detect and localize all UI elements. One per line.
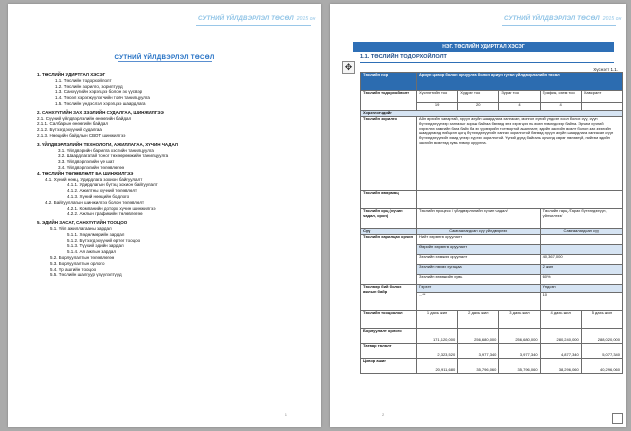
row-label: Цэвэр ашиг	[361, 359, 417, 374]
table-row	[361, 359, 623, 374]
toc-entry-text: 5.1.3. Түүхий эдийн зардал	[67, 243, 124, 249]
page-header-title: СУТНИЙ ҮЙЛДВЭРЛЭЛ ТӨСӨЛ	[198, 15, 294, 22]
row-label: Төслийн өвөрмөц	[361, 191, 417, 209]
table-cell	[540, 245, 622, 255]
money-value: 40,296,060	[581, 359, 622, 374]
row-label: Төслийн харилцах орчин	[361, 235, 417, 285]
row-label: Борлуулалт орлого	[361, 329, 417, 344]
page-header	[198, 15, 315, 22]
page-header-year: 2015 он	[602, 16, 622, 22]
toc-entry-text: 5.1.1. Хөдөлмөрийн зардал	[67, 231, 125, 237]
project-goal-text: Айл өрхийн чанартай, эрүүл ахуйн шаардлага хангасан, монгол хүний үндсэн хоол болох сүү, сүүн бүтээгдэхүүнээр хангахыг зорьж байгаа бөгөөд энэ хэрэгцээ нь өсөн нэмэгдсээр байна. Эрчим хүчний хэрэглээ хамгийн бага байх ба эх үүсвэрийн тогтвортой ашиглалт, эдийн засгийн өсөлт болон зах зээлийн шаардлагад нийцсэн цогц бүтээгдэхүүнийг хангах зорилготой бөгөөд эрүүл ахуйн шаардлага хангасан сүүн бүтээгдэхүүнийг хямд үнээр хүргэх зорилготой. Үүний дүнд байгаль орчинд сөрөг нөлөөгүй, нийгэм эдийн засгийн өсөлтөд хувь нэмэр оруулна.	[417, 117, 623, 191]
toc-entry-text: 4.1.1. Удирдлагын бүтэц зохион байгуулалт	[67, 182, 158, 188]
year-header: 4 дахь жил	[540, 311, 581, 329]
row-label: Төслийн тодорхойлолт	[361, 91, 417, 111]
table-cell: 4	[540, 103, 581, 111]
table-row	[361, 311, 623, 329]
table-header-row	[361, 73, 623, 91]
table-row	[361, 191, 623, 209]
toc-entry-text: 5. ЭДИЙН ЗАСАГ, САНХҮҮГИЙН ТООЦОО	[37, 220, 128, 226]
toc-entry-text: 4.2.2. Ажлын графикийн төлөвлөгөө	[67, 211, 143, 217]
toc-entry-text: 4.1.2. Ажилтны хүчний төлөвлөлт	[67, 188, 138, 194]
table-cell: 2 жил	[540, 265, 622, 275]
year-header: 5 дахь жил	[581, 311, 622, 329]
toc-entry[interactable]	[8, 133, 321, 139]
table-cell: 60%	[540, 275, 622, 285]
table-cell: Зураг тоо	[499, 91, 540, 103]
toc-entry-text: 1.3. Санхүүгийн хэрэгцээ болон эх үүсвэр	[55, 89, 143, 95]
page-title: СУТНИЙ ҮЙЛДВЭРЛЭЛ ТӨСӨЛ	[114, 54, 215, 61]
toc-entry-text: 2.1.3. Нөөцийн байдлын СВОТ шинжилгээ	[37, 132, 126, 138]
money-value: 256,680,000	[458, 329, 499, 344]
table-cell	[581, 103, 622, 111]
toc-entry-text: 1. ТӨСЛИЙН УДИРТГАЛ ХЭСЭГ	[37, 72, 106, 77]
document-page-2	[330, 4, 626, 427]
money-value: 35,796,060	[458, 359, 499, 374]
row-label: Төслийн тооцоолол	[361, 311, 417, 329]
table-cell: Самгаалагдсан сүү үйлдвэрлэх	[417, 229, 541, 235]
table-cell: Зээлийн хэмжээ оруулалт	[417, 255, 541, 265]
title-underline	[118, 61, 212, 62]
toc-entry[interactable]	[8, 211, 321, 217]
year-header: 2 дахь жил	[458, 311, 499, 329]
table-row	[361, 117, 623, 191]
table-move-handle-icon[interactable]: ✥	[342, 61, 355, 74]
table-cell: 10	[540, 293, 622, 311]
table-cell: ...**	[417, 293, 541, 311]
table-cell: Төслийн процесс / үйлдвэрлэлийн хүчин чадал/	[417, 209, 541, 229]
table-cell: Төслийн гарц /Гарах бүтээгдэхүүн, үйлчилгээ/	[540, 209, 622, 229]
header-rule	[502, 25, 616, 26]
header-cell: Ариун цэвэр болон орчуулга болон ариун гутал үйлдвэрлэлийн төсөл	[417, 73, 623, 91]
toc-entry-text: 4. ТӨСЛИЙН ТӨЛӨВЛӨЛТ БА ШИНЖИЛГЭЭ	[37, 170, 134, 176]
table-cell: График, схем тоо	[540, 91, 581, 103]
header-cell: Төслийн нэр	[361, 73, 417, 91]
table-cell: Хүснэгтийн тоо	[417, 91, 458, 103]
project-definition-table	[360, 72, 623, 374]
money-value: 3,977,340	[458, 344, 499, 359]
money-value: 35,796,060	[499, 359, 540, 374]
toc-entry-text: 5.2. Борлуулалтын төлөвлөгөө	[50, 254, 115, 260]
toc-entry-text: 3.3. Үйлдвэрлэлийн үе шат	[58, 159, 115, 165]
toc-entry-text: 1.4. Төсөл хэрэгжүүлэгчийн товч танилцуулга	[55, 95, 150, 101]
table-cell: Хүдрэг тоо	[458, 91, 499, 103]
toc-entry-text: 2. САНХҮҮГИЙН ЗАХ ЗЭЭЛИЙН СУДАЛГАА, ШИНЖИЛГЭЭ	[37, 109, 164, 115]
row-label: Төслийн зорилго	[361, 117, 417, 191]
page-header	[504, 15, 621, 22]
money-value: 280,240,000	[540, 329, 581, 344]
money-value: 2,323,520	[417, 344, 458, 359]
table-cell: Үндсэн	[540, 285, 622, 293]
table-row	[361, 91, 623, 103]
table-row	[361, 235, 623, 245]
money-value: 256,680,000	[499, 329, 540, 344]
table-cell: 40,367,000	[540, 255, 622, 265]
document-page-1	[8, 4, 321, 427]
toc-entry-text: 3. ҮЙЛДВЭРЛЭЛИЙН ТЕХНОЛОГИ, АЖИЛЛАГАА, ХҮЧИН ЧАДАЛ	[37, 141, 178, 147]
money-value: 5,077,340	[581, 344, 622, 359]
row-label: Татвар төлөлт	[361, 344, 417, 359]
page-header-year: 2015 он	[296, 16, 316, 22]
page-header-title: СУТНИЙ ҮЙЛДВЭРЛЭЛ ТӨСӨЛ	[504, 15, 600, 22]
toc-entry-text: 5.1.2. Бүтээгдэхүүний өртөг тооцоо	[67, 237, 141, 243]
chapter-band: НЭГ. ТӨСЛИЙН УДИРТГАЛ ХЭСЭГ	[353, 42, 614, 52]
table-row	[361, 329, 623, 344]
toc-entry[interactable]	[8, 101, 321, 107]
table-cell: Зээлийн өгөөжийн хувь	[417, 275, 541, 285]
money-value: 3,977,340	[499, 344, 540, 359]
money-value: 288,020,000	[581, 329, 622, 344]
row-label: Сүү	[361, 229, 417, 235]
toc-entry-text: 1.1. Төслийн тодорхойлолт	[55, 77, 112, 83]
table-row	[361, 344, 623, 359]
toc-entry-text: 4.2. Байгууллагын шинжилгээ болон төлөвлөлт	[45, 199, 145, 205]
year-header: 1 дахь жил	[417, 311, 458, 329]
toc-entry-text: 2.1.2. Бүтээгдэхүүний судалгаа	[37, 127, 102, 133]
money-value: 4,877,340	[540, 344, 581, 359]
toc-entry-text: 3.2. Шаардлагатай тоног төхөөрөмжийн танилцуулга	[58, 153, 169, 159]
toc-entry-text: 3.4. Үйлдвэрлэлийн төлөвлөгөө	[58, 164, 125, 170]
table-cell: Хавсралт	[581, 91, 622, 103]
money-value: 20,911,680	[417, 359, 458, 374]
toc-entry-text: 2.1.1. Салбарын өнөөгийн байдал	[37, 121, 109, 127]
money-value: 38,296,060	[540, 359, 581, 374]
table-cell	[540, 235, 622, 245]
table-of-contents	[8, 72, 321, 278]
toc-entry-text: 5.1. Үйл ажиллагааны зардал	[50, 225, 112, 231]
year-header: 3 дахь жил	[499, 311, 540, 329]
table-row	[361, 209, 623, 229]
page-number: 2	[382, 412, 385, 417]
table-cell: 19	[417, 103, 458, 111]
table-cell: Гэрээт	[417, 285, 541, 293]
table-cell: Самгаалагдсан сүү	[540, 229, 622, 235]
row-label: Төслөөр бий болох ажлын байр	[361, 285, 417, 311]
table-row	[361, 285, 623, 293]
table-cell: Зээлийн нөхөх хугацаа	[417, 265, 541, 275]
money-value: 171,120,000	[417, 329, 458, 344]
toc-entry-text: 5.1.4. Ая ажлын зардал	[67, 249, 117, 255]
section-rule	[360, 62, 614, 63]
toc-entry[interactable]	[8, 272, 321, 278]
table-cell: Өөрийн хөрөнгө оруулалт	[417, 245, 541, 255]
table-cell	[417, 191, 623, 209]
toc-entry-text: 4.2.1. Компанийн доторх хүчин шинжилгээ	[67, 205, 156, 211]
table-cell: 4	[499, 103, 540, 111]
row-label: Хэрэглэгчдийг	[361, 111, 623, 117]
table-caption: Хүснэгт 1.1.	[593, 67, 618, 72]
table-cell: Нийт хөрөнгө оруулалт	[417, 235, 541, 245]
header-rule	[196, 25, 311, 26]
toc-entry-text: 3.1. Үйлдвэрийн барилга хэсгийн танилцуулга	[58, 147, 154, 153]
toc-entry-text: 1.2. Төслийн зорилго, зорилтууд	[55, 83, 123, 89]
toc-entry-text: 4.1. Хүний нөөц, Удирдлага зохион байгуулалт	[45, 176, 143, 182]
page-corner-box	[612, 413, 623, 424]
toc-entry-text: 2.1. Сүүний үйлдвэрлэлийн өнөөгийн байдал	[37, 115, 132, 121]
table-cell: 20	[458, 103, 499, 111]
toc-entry-text: 5.3. Борлуулалтын орлого	[50, 260, 105, 266]
page-number: 1	[284, 412, 287, 417]
toc-entry-text: 4.1.3. Хүний нөөцийн бодлого	[67, 193, 130, 199]
toc-entry-text: 1.5. Төслийн үндэслэл хэрэгцээ шаардлага	[55, 100, 146, 106]
section-heading: 1.1. ТӨСЛИЙН ТОДОРХОЙЛОЛТ	[360, 54, 447, 60]
row-label: Төслийн орц (хүчин чадал, орон)	[361, 209, 417, 229]
toc-entry-text: 5.5. Төслийн шалгуур үзүүлэлтүүд	[50, 272, 122, 278]
toc-entry-text: 5.4. Үр ашгийн тооцоо	[50, 266, 97, 272]
